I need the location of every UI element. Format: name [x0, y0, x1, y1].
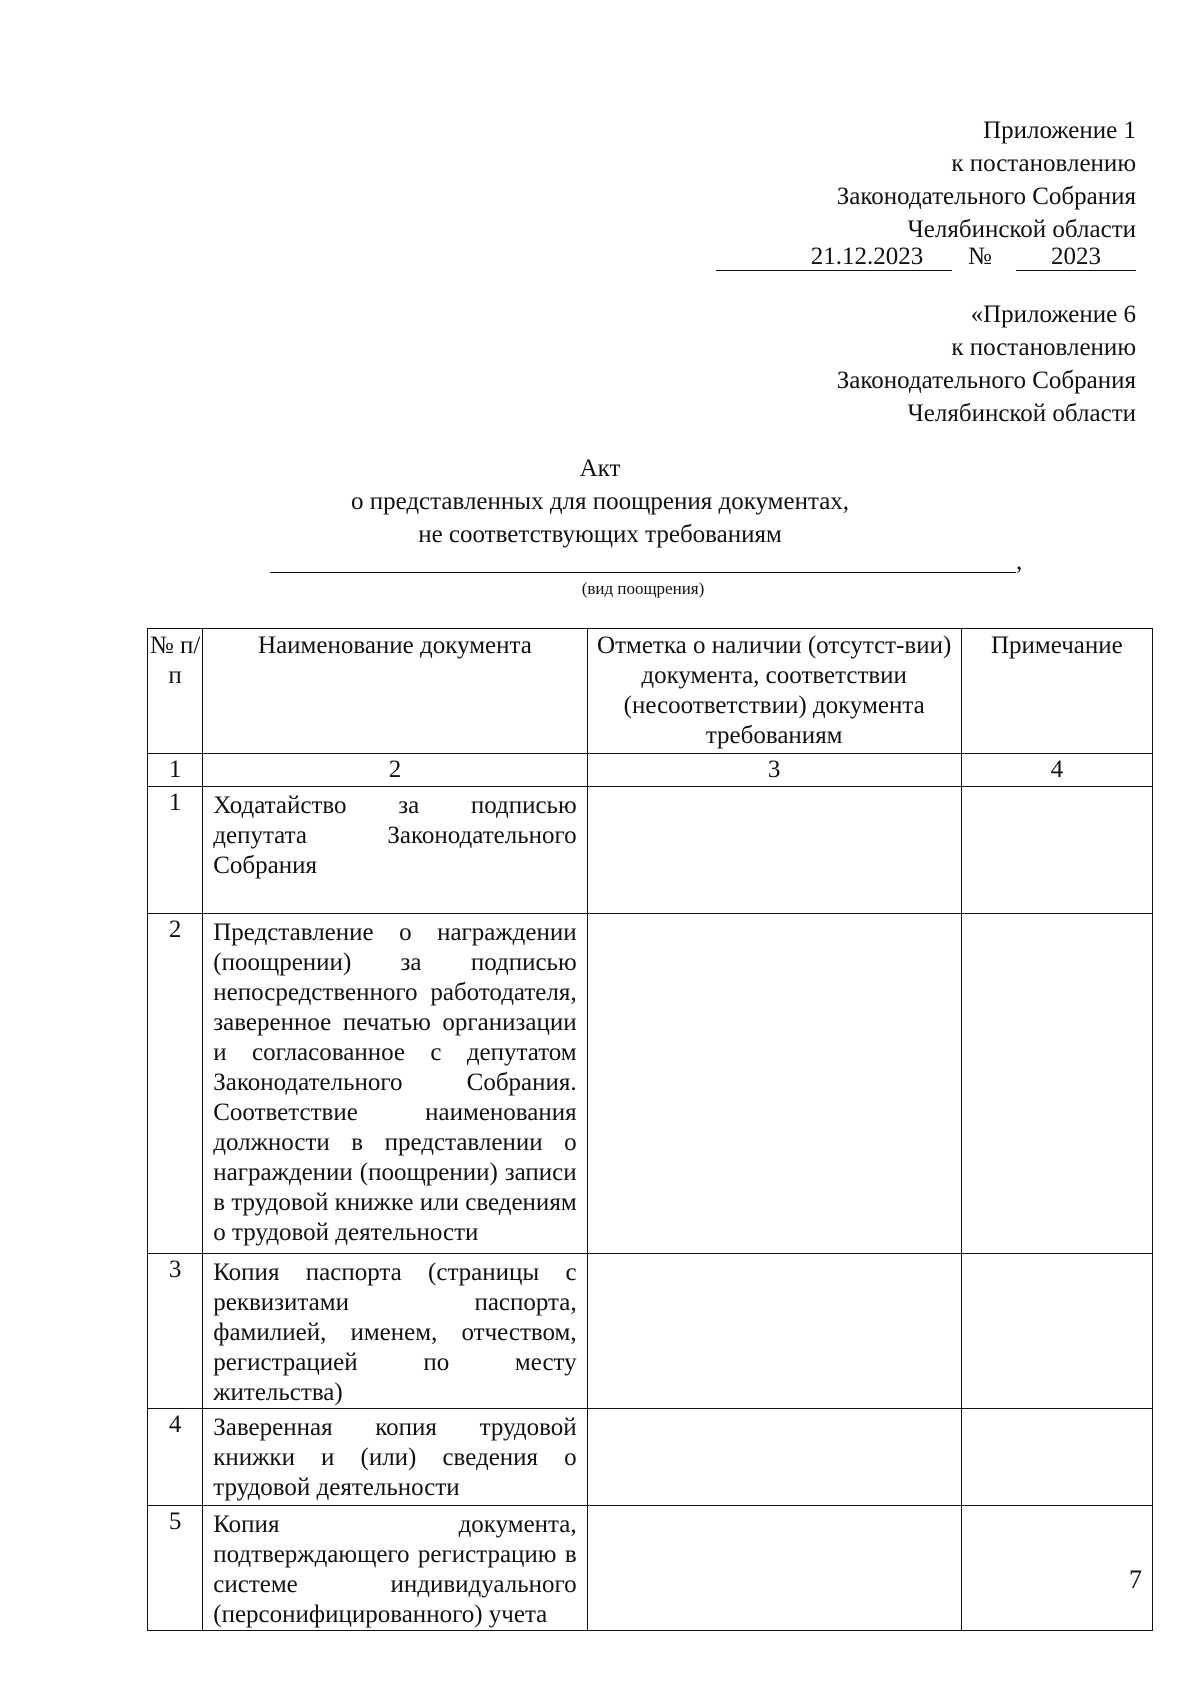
- document-title: [0, 452, 1200, 551]
- appendix-6-line4: Челябинской области: [907, 400, 1136, 427]
- document-name: Ходатайство за подписью депутата Законодательного Собрания: [203, 787, 587, 914]
- row-number: 5: [148, 1506, 203, 1631]
- note-cell: [961, 787, 1152, 914]
- act-table: [147, 628, 1153, 1631]
- mark-cell: [587, 787, 961, 914]
- note-cell: [961, 1506, 1152, 1631]
- award-type-caption: (вид поощрения): [581, 579, 705, 598]
- appendix-1-line3: Законодательного Собрания: [836, 183, 1136, 210]
- column-number: 3: [587, 754, 961, 787]
- table-row: [148, 1506, 1153, 1631]
- mark-cell: [587, 914, 961, 1254]
- appendix-6-line1: «Приложение 6: [970, 301, 1136, 328]
- row-number: 3: [148, 1254, 203, 1409]
- header-mark: Отметка о наличии (отсутст-вии) документа, соответствии (несоответствии) документа требованиям: [587, 629, 961, 754]
- table-row: [148, 1409, 1153, 1506]
- note-cell: [961, 1254, 1152, 1409]
- appendix-1-line1: Приложение 1: [983, 117, 1136, 144]
- header-number: № п/п: [148, 629, 203, 754]
- appendix-6-line3: Законодательного Собрания: [836, 367, 1136, 394]
- table-header-row: [148, 629, 1153, 754]
- row-number: 4: [148, 1409, 203, 1506]
- note-cell: [961, 914, 1152, 1254]
- title-line3: не соответствующих требованиям: [418, 521, 782, 548]
- row-number: 2: [148, 914, 203, 1254]
- table-row: [148, 914, 1153, 1254]
- document-name: Заверенная копия трудовой книжки и (или) сведения о трудовой деятельности: [203, 1409, 587, 1506]
- mark-cell: [587, 1254, 961, 1409]
- award-type-blank-line: [270, 572, 1016, 573]
- title-line1: Акт: [579, 455, 621, 482]
- row-number: 1: [148, 787, 203, 914]
- appendix-6-line2: к постановлению: [951, 334, 1136, 361]
- mark-cell: [587, 1409, 961, 1506]
- appendix-6-header: [716, 298, 1136, 430]
- column-number: 1: [148, 754, 203, 787]
- header-note: Примечание: [961, 629, 1152, 754]
- date-number-line: [716, 244, 1136, 274]
- appendix-1-header: [716, 114, 1136, 274]
- column-number: 4: [961, 754, 1152, 787]
- page-number: 7: [1129, 1565, 1142, 1594]
- appendix-1-line2: к постановлению: [951, 150, 1136, 177]
- resolution-date: 21.12.2023: [716, 244, 952, 271]
- resolution-number: 2023: [1016, 244, 1136, 271]
- document-name: Копия паспорта (страницы с реквизитами паспорта, фамилией, именем, отчеством, регистрацией по месту жительства): [203, 1254, 587, 1409]
- column-number: 2: [203, 754, 587, 787]
- table-row: [148, 1254, 1153, 1409]
- award-type-comma: ,: [1016, 548, 1023, 575]
- appendix-1-line4: Челябинской области: [907, 216, 1136, 243]
- table-row: [148, 787, 1153, 914]
- number-sign: №: [968, 243, 992, 270]
- header-document-name: Наименование документа: [203, 629, 587, 754]
- document-name: Копия документа, подтверждающего регистрацию в системе индивидуального (персонифицированного) учета: [203, 1506, 587, 1631]
- title-line2: о представленных для поощрения документах,: [350, 488, 850, 515]
- note-cell: [961, 1409, 1152, 1506]
- mark-cell: [587, 1506, 961, 1631]
- column-number-row: [148, 754, 1153, 787]
- document-name: Представление о награждении (поощрении) за подписью непосредственного работодателя, заверенное печатью организации и согласованное с депутатом Законодательного Собрания. Соответствие наименования должности в представлении о награждении (поощрении) записи в трудовой книжке или сведениям о трудовой деятельности: [203, 914, 587, 1254]
